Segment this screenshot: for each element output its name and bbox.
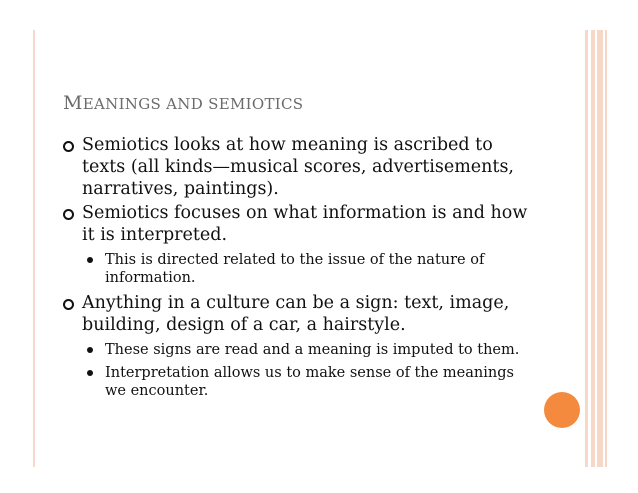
slide-title: MEANINGS AND SEMIOTICS (63, 92, 304, 114)
bullet-text: Semiotics focuses on what information is and how it is interpreted. (82, 203, 528, 245)
stripe-decoration (585, 30, 588, 467)
bullet-item (63, 134, 533, 200)
stripe-decoration (591, 30, 595, 467)
bullet-text: Anything in a culture can be a sign: text, image, building, design of a car, a hairstyle. (82, 293, 510, 335)
sub-bullet-item (63, 341, 533, 359)
orange-circle-decoration (544, 392, 580, 428)
ring-bullet-icon (63, 209, 74, 220)
slide-content (63, 134, 533, 405)
bullet-text: Semiotics looks at how meaning is ascribed to texts (all kinds—musical scores, advertisements, narratives, paintings). (82, 135, 514, 199)
sub-bullet-item (63, 364, 533, 400)
dot-bullet-icon (87, 257, 93, 263)
sub-bullet-text: This is directed related to the issue of the nature of information. (105, 252, 485, 286)
sub-bullet-text: These signs are read and a meaning is imputed to them. (105, 342, 520, 358)
ring-bullet-icon (63, 141, 74, 152)
stripe-decoration (597, 30, 603, 467)
sub-bullet-text: Interpretation allows us to make sense of the meanings we encounter. (105, 365, 514, 399)
dot-bullet-icon (87, 347, 93, 353)
ring-bullet-icon (63, 299, 74, 310)
left-rule-decoration (33, 30, 35, 467)
dot-bullet-icon (87, 370, 93, 376)
sub-bullet-item (63, 251, 533, 287)
bullet-item (63, 202, 533, 246)
stripe-decoration (605, 30, 607, 467)
bullet-item (63, 292, 533, 336)
